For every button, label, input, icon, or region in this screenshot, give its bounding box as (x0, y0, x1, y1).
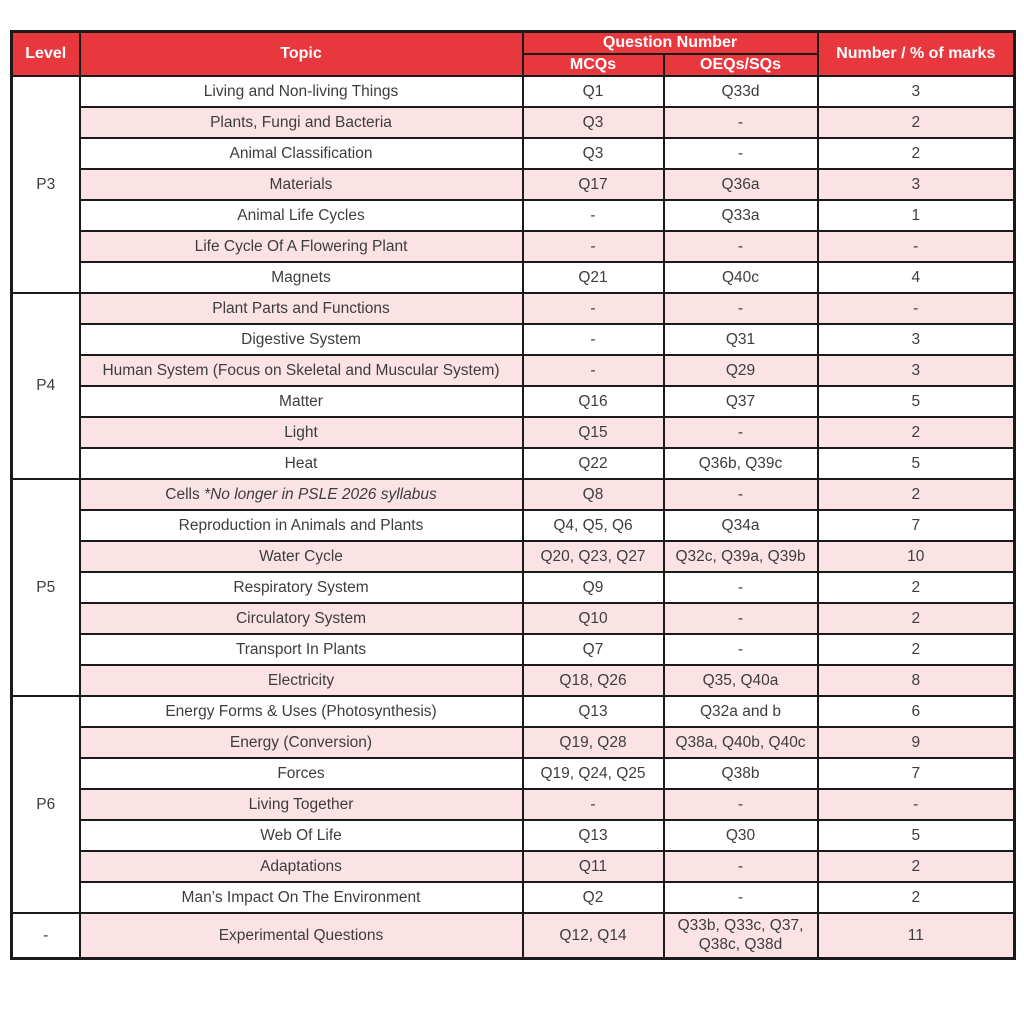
oeq-cell: Q30 (664, 820, 818, 851)
oeq-cell: Q32c, Q39a, Q39b (664, 541, 818, 572)
table-row (12, 448, 1015, 479)
mcq-cell: - (523, 231, 664, 262)
oeq-cell: - (664, 107, 818, 138)
table-row (12, 293, 1015, 324)
mcq-cell: Q3 (523, 138, 664, 169)
oeq-cell: Q37 (664, 386, 818, 417)
marks-cell: 2 (818, 882, 1015, 913)
marks-cell: 5 (818, 448, 1015, 479)
marks-cell: 9 (818, 727, 1015, 758)
topic-text: Magnets (271, 268, 331, 286)
table-row (12, 572, 1015, 603)
marks-cell: 2 (818, 417, 1015, 448)
marks-cell: 5 (818, 820, 1015, 851)
oeq-cell: Q32a and b (664, 696, 818, 727)
mcq-cell: - (523, 324, 664, 355)
table-row (12, 541, 1015, 572)
topic-cell (80, 138, 523, 169)
oeq-cell: - (664, 634, 818, 665)
oeq-cell: Q31 (664, 324, 818, 355)
topic-cell (80, 758, 523, 789)
oeq-cell: - (664, 138, 818, 169)
topic-text: Matter (279, 392, 323, 410)
table-row (12, 479, 1015, 510)
oeq-cell: Q33a (664, 200, 818, 231)
table-row (12, 138, 1015, 169)
table-row (12, 417, 1015, 448)
mcq-cell: Q17 (523, 169, 664, 200)
header-marks: Number / % of marks (818, 32, 1015, 77)
mcq-cell: Q9 (523, 572, 664, 603)
level-cell: P4 (12, 293, 80, 479)
header-oeqs: OEQs/SQs (664, 54, 818, 76)
topic-text: Adaptations (260, 857, 342, 875)
table-row (12, 758, 1015, 789)
table-row (12, 851, 1015, 882)
oeq-cell: Q38b (664, 758, 818, 789)
oeq-cell: - (664, 572, 818, 603)
topic-text: Electricity (267, 671, 335, 689)
mcq-cell: Q2 (523, 882, 664, 913)
mcq-cell: Q7 (523, 634, 664, 665)
topic-cell (80, 665, 523, 696)
mcq-cell: - (523, 355, 664, 386)
marks-cell: 3 (818, 324, 1015, 355)
marks-cell: 7 (818, 510, 1015, 541)
marks-cell: - (818, 293, 1015, 324)
oeq-cell: Q33b, Q33c, Q37, Q38c, Q38d (664, 913, 818, 958)
topic-cell (80, 76, 523, 107)
oeq-cell: - (664, 293, 818, 324)
topic-text: Living Together (248, 795, 354, 813)
oeq-cell: Q34a (664, 510, 818, 541)
oeq-cell: Q38a, Q40b, Q40c (664, 727, 818, 758)
oeq-cell: Q40c (664, 262, 818, 293)
topic-text: Cells (165, 485, 205, 503)
table-row (12, 882, 1015, 913)
marks-cell: 7 (818, 758, 1015, 789)
mcq-cell: Q10 (523, 603, 664, 634)
topic-cell (80, 355, 523, 386)
mcq-cell: Q3 (523, 107, 664, 138)
table-row (12, 913, 1015, 958)
topic-text: Human System (Focus on Skeletal and Muscular System) (102, 361, 500, 379)
topic-text: Plants, Fungi and Bacteria (210, 113, 392, 131)
topic-cell (80, 696, 523, 727)
topic-text: Circulatory System (235, 609, 367, 627)
table-header (12, 32, 1015, 77)
marks-cell: 3 (818, 355, 1015, 386)
mcq-cell: Q18, Q26 (523, 665, 664, 696)
marks-cell: 2 (818, 634, 1015, 665)
marks-cell: - (818, 231, 1015, 262)
mcq-cell: Q13 (523, 820, 664, 851)
topic-cell (80, 851, 523, 882)
oeq-cell: Q35, Q40a (664, 665, 818, 696)
oeq-cell: - (664, 231, 818, 262)
topic-cell (80, 200, 523, 231)
topic-cell (80, 913, 523, 958)
oeq-cell: - (664, 789, 818, 820)
marks-cell: 2 (818, 851, 1015, 882)
marks-cell: 11 (818, 913, 1015, 958)
level-cell: P6 (12, 696, 80, 913)
topic-text: Water Cycle (259, 547, 343, 565)
mcq-cell: Q15 (523, 417, 664, 448)
marks-cell: 3 (818, 169, 1015, 200)
oeq-cell: - (664, 417, 818, 448)
topic-cell (80, 448, 523, 479)
marks-cell: 8 (818, 665, 1015, 696)
topic-cell (80, 107, 523, 138)
topic-cell (80, 541, 523, 572)
table-row (12, 510, 1015, 541)
topic-cell (80, 789, 523, 820)
table-row (12, 262, 1015, 293)
oeq-cell: - (664, 882, 818, 913)
topic-text: Forces (277, 764, 325, 782)
topic-cell (80, 417, 523, 448)
oeq-cell: Q29 (664, 355, 818, 386)
level-cell: P3 (12, 76, 80, 293)
mcq-cell: Q8 (523, 479, 664, 510)
topic-text: Energy Forms & Uses (Photosynthesis) (165, 702, 437, 720)
header-topic: Topic (80, 32, 523, 77)
topic-text: Reproduction in Animals and Plants (178, 516, 424, 534)
oeq-cell: Q36b, Q39c (664, 448, 818, 479)
mcq-cell: Q19, Q24, Q25 (523, 758, 664, 789)
mcq-cell: Q13 (523, 696, 664, 727)
mcq-cell: Q1 (523, 76, 664, 107)
header-mcqs: MCQs (523, 54, 664, 76)
mcq-cell: Q4, Q5, Q6 (523, 510, 664, 541)
topic-text: Life Cycle Of A Flowering Plant (194, 237, 408, 255)
topic-cell (80, 231, 523, 262)
table-row (12, 76, 1015, 107)
table-row (12, 820, 1015, 851)
header-level: Level (12, 32, 80, 77)
marks-cell: 2 (818, 107, 1015, 138)
topic-cell (80, 820, 523, 851)
mcq-cell: Q20, Q23, Q27 (523, 541, 664, 572)
table-row (12, 107, 1015, 138)
table-row (12, 200, 1015, 231)
level-cell: - (12, 913, 80, 958)
mcq-cell: - (523, 789, 664, 820)
table-row (12, 231, 1015, 262)
topic-text: Animal Life Cycles (237, 206, 365, 224)
marks-cell: 1 (818, 200, 1015, 231)
mcq-cell: Q19, Q28 (523, 727, 664, 758)
mcq-cell: Q12, Q14 (523, 913, 664, 958)
topic-text: Experimental Questions (218, 926, 384, 944)
mcq-cell: Q16 (523, 386, 664, 417)
marks-cell: 2 (818, 572, 1015, 603)
oeq-cell: Q36a (664, 169, 818, 200)
topic-text: Man’s Impact On The Environment (181, 888, 421, 906)
table-row (12, 634, 1015, 665)
header-question-number: Question Number (523, 32, 818, 55)
topic-text: Animal Classification (229, 144, 373, 162)
topic-text: Web Of Life (260, 826, 342, 844)
marks-cell: 4 (818, 262, 1015, 293)
table-row (12, 324, 1015, 355)
table-body (12, 76, 1015, 958)
topic-cell (80, 386, 523, 417)
table-row (12, 355, 1015, 386)
topic-cell (80, 479, 523, 510)
marks-cell: 5 (818, 386, 1015, 417)
topic-text: Transport In Plants (235, 640, 367, 658)
topic-text: Materials (269, 175, 333, 193)
oeq-cell: - (664, 851, 818, 882)
table-row (12, 727, 1015, 758)
topic-text: Light (284, 423, 318, 441)
table-row (12, 603, 1015, 634)
topic-cell (80, 727, 523, 758)
marks-cell: - (818, 789, 1015, 820)
topic-cell (80, 169, 523, 200)
topic-text: Living and Non-living Things (203, 82, 399, 100)
topic-text: Digestive System (241, 330, 361, 348)
marks-cell: 10 (818, 541, 1015, 572)
table-row (12, 696, 1015, 727)
marks-cell: 2 (818, 479, 1015, 510)
table-row (12, 789, 1015, 820)
mcq-cell: Q21 (523, 262, 664, 293)
table-row (12, 665, 1015, 696)
mcq-cell: Q22 (523, 448, 664, 479)
marks-cell: 2 (818, 603, 1015, 634)
topic-text: Respiratory System (233, 578, 369, 596)
level-cell: P5 (12, 479, 80, 696)
topic-text: Heat (284, 454, 318, 472)
marks-cell: 3 (818, 76, 1015, 107)
marks-cell: 2 (818, 138, 1015, 169)
topic-cell (80, 293, 523, 324)
exam-breakdown-table (10, 30, 1016, 960)
mcq-cell: Q11 (523, 851, 664, 882)
topic-cell (80, 324, 523, 355)
topic-cell (80, 882, 523, 913)
topic-cell (80, 634, 523, 665)
table-row (12, 386, 1015, 417)
topic-cell (80, 510, 523, 541)
mcq-cell: - (523, 293, 664, 324)
topic-cell (80, 262, 523, 293)
topic-text: Plant Parts and Functions (212, 299, 390, 317)
topic-note: *No longer in PSLE 2026 syllabus (204, 485, 437, 503)
topic-text: Energy (Conversion) (229, 733, 373, 751)
table-row (12, 169, 1015, 200)
oeq-cell: - (664, 479, 818, 510)
mcq-cell: - (523, 200, 664, 231)
marks-cell: 6 (818, 696, 1015, 727)
oeq-cell: - (664, 603, 818, 634)
oeq-cell: Q33d (664, 76, 818, 107)
topic-cell (80, 572, 523, 603)
topic-cell (80, 603, 523, 634)
